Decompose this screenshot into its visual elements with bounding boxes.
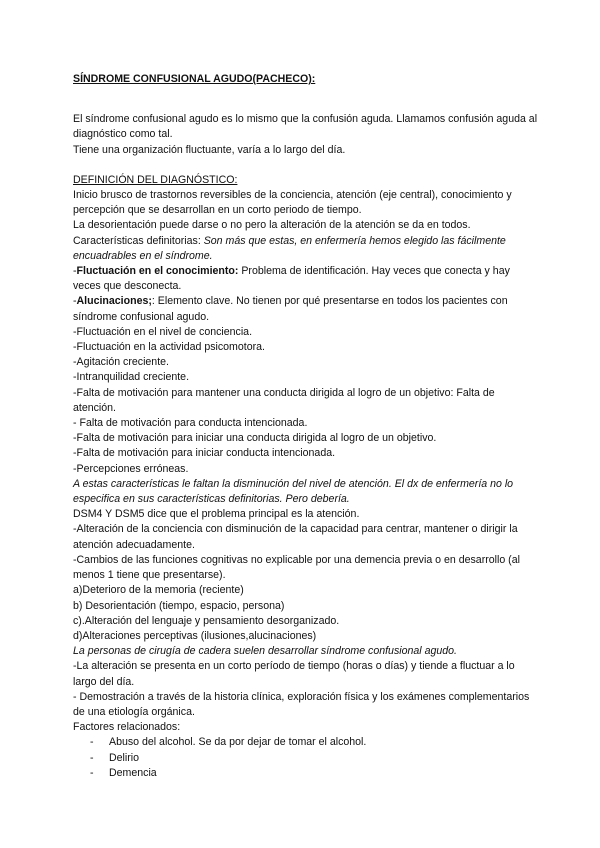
section-heading-definicion: DEFINICIÓN DEL DIAGNÓSTICO: [73, 173, 238, 186]
list-item: - Demostración a través de la historia clínica, exploración física y los exámenes complementarios de una etiología orgánica. [73, 690, 530, 718]
list-item: -Intranquilidad creciente. [73, 371, 190, 384]
list-item: -Fluctuación en el nivel de conciencia. [73, 325, 253, 338]
list-item: c).Alteración del lenguaje y pensamiento desorganizado. [73, 614, 340, 627]
dash-bullet: - [90, 736, 94, 749]
list-item: -Alteración de la conciencia con disminución de la capacidad para centrar, mantener o dirigir la atención adecuadamente. [73, 523, 518, 551]
definition-line: Inicio brusco de trastornos reversibles de la conciencia, atención (eje central), conocimiento y percepción que se desarrollan en un corto periodo de tiempo. [73, 189, 512, 217]
factor-item [73, 766, 538, 781]
fluctuacion-term: Fluctuación en el conocimiento: [76, 265, 239, 278]
document-title: SÍNDROME CONFUSIONAL AGUDO(PACHECO): [73, 73, 316, 85]
list-item: a)Deterioro de la memoria (reciente) [73, 584, 244, 597]
caracteristicas-note: Son más que estas, en enfermería hemos elegido las fácilmente encuadrables en el síndrome. [73, 234, 506, 262]
item-prefix: - [73, 265, 77, 278]
alucinaciones-text: : Elemento clave. No tienen por qué presentarse en todos los pacientes con síndrome confusional agudo. [73, 295, 508, 323]
list-item: -Falta de motivación para iniciar conducta intencionada. [73, 447, 336, 460]
factor-item [73, 751, 538, 766]
factor-text: Demencia [109, 766, 157, 779]
factor-text: Delirio [109, 751, 140, 764]
factor-text: Abuso del alcohol. Se da por dejar de tomar el alcohol. [109, 736, 367, 749]
list-item: -Falta de motivación para iniciar una conducta dirigida al logro de un objetivo. [73, 432, 437, 445]
dash-bullet: - [90, 751, 94, 764]
list-item: DSM4 Y DSM5 dice que el problema principal es la atención. [73, 508, 360, 521]
factores-heading: Factores relacionados: [73, 721, 181, 734]
italic-note: A estas características le faltan la disminución del nivel de atención. El dx de enfermería no lo especifica en sus características definitorias. Pero debería. [73, 477, 514, 506]
list-item: -Fluctuación en la actividad psicomotora. [73, 341, 265, 354]
list-item: b) Desorientación (tiempo, espacio, persona) [73, 599, 285, 612]
item-prefix: - [73, 295, 77, 308]
list-item: -Percepciones erróneas. [73, 462, 189, 475]
caracteristicas-label: Características definitorias: [73, 234, 204, 247]
alucinaciones-item [73, 294, 538, 324]
factores-list [73, 735, 538, 781]
list-item: - Falta de motivación para conducta intencionada. [73, 417, 308, 430]
intro-paragraph: El síndrome confusional agudo es lo mismo que la confusión aguda. Llamamos confusión aguda al diagnóstico como tal. [73, 113, 538, 141]
definition-line: La desorientación puede darse o no pero la alteración de la atención se da en todos. [73, 219, 471, 232]
list-item: -Cambios de las funciones cognitivas no explicable por una demencia previa o en desarrollo (al menos 1 tiene que presentarse). [73, 553, 520, 582]
dash-bullet: - [90, 766, 94, 779]
document-page [73, 72, 538, 781]
intro-paragraph: Tiene una organización fluctuante, varía a lo largo del día. [73, 143, 346, 156]
list-item: -La alteración se presenta en un corto período de tiempo (horas o días) y tiende a fluctuar a lo largo del día. [73, 660, 515, 688]
fluctuacion-item [73, 264, 538, 294]
factor-item [73, 735, 538, 750]
list-item: -Agitación creciente. [73, 356, 169, 369]
fluctuacion-text: Problema de identificación. Hay veces que conecta y hay veces que desconecta. [73, 265, 510, 293]
caracteristicas-line [73, 234, 538, 264]
italic-note: La personas de cirugía de cadera suelen desarrollar síndrome confusional agudo. [73, 645, 457, 658]
list-item: -Falta de motivación para mantener una conducta dirigida al logro de un objetivo: Falta de atención. [73, 386, 495, 414]
list-item: d)Alteraciones perceptivas (ilusiones,alucinaciones) [73, 629, 317, 642]
alucinaciones-term: Alucinaciones; [76, 295, 152, 308]
